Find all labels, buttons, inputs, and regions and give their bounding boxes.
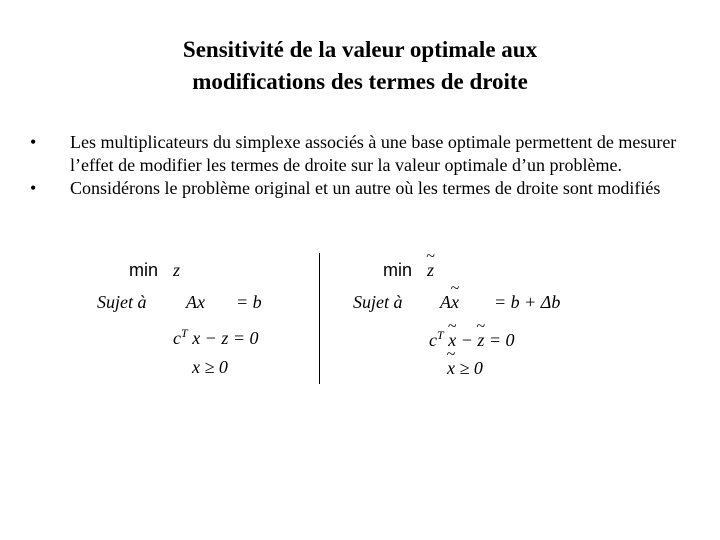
left-c3: x ≥ 0 xyxy=(192,357,228,377)
right-c3-rhs: ≥ 0 xyxy=(459,358,483,378)
right-c3-x: ~ x xyxy=(447,358,455,379)
bullet-list xyxy=(30,131,690,200)
right-objective-var: ~ z xyxy=(427,260,434,281)
right-c1-rhs: = b + Δb xyxy=(494,292,561,312)
title-line-1: Sensitivité de la valeur optimale aux xyxy=(182,37,538,62)
left-c2-rest: x − z = 0 xyxy=(192,328,259,348)
right-c2-c: c xyxy=(429,330,437,350)
left-c1-rhs xyxy=(236,292,262,313)
right-min-label: min xyxy=(383,260,413,280)
left-min-row xyxy=(129,260,180,281)
bullet-text-2: Considérons le problème original et un autre où les termes de droite sont modifiés xyxy=(70,178,661,198)
right-c1-lhs xyxy=(440,292,459,313)
left-c2 xyxy=(173,326,258,349)
vertical-divider xyxy=(319,253,320,384)
right-min-row xyxy=(383,260,434,281)
right-c3 xyxy=(447,358,483,379)
right-c2 xyxy=(429,328,515,351)
right-c1-A: A xyxy=(440,292,451,312)
left-c2-T: T xyxy=(181,326,188,340)
title-line-2: modifications des termes de droite xyxy=(192,69,528,94)
right-c2-T: T xyxy=(437,328,444,342)
left-c2-c: c xyxy=(173,328,181,348)
left-objective-var: z xyxy=(173,260,181,280)
right-c2-minus: − xyxy=(460,330,473,350)
slide-title xyxy=(0,34,720,98)
right-c2-rhs: = 0 xyxy=(488,330,515,350)
left-subject-label: Sujet à xyxy=(97,292,147,312)
bullet-text-1: Les multiplicateurs du simplexe associés à une base optimale permettent de mesurer l’effet de modifier les termes de droite sur la valeur optimale d’un problème. xyxy=(70,132,677,175)
right-c2-z: ~ z xyxy=(477,330,484,351)
right-c2-x: ~ x xyxy=(448,330,456,351)
bullet-marker: • xyxy=(30,178,37,198)
left-c1-rhs-text: = b xyxy=(236,292,262,312)
right-subject-label: Sujet à xyxy=(353,292,403,312)
bullet-marker: • xyxy=(30,132,37,152)
left-min-label: min xyxy=(129,260,159,280)
bullet-item-1 xyxy=(30,131,690,177)
left-c1-lhs: Ax xyxy=(186,292,205,312)
bullet-item-2 xyxy=(30,177,690,200)
right-c1-x: ~ x xyxy=(451,292,459,313)
